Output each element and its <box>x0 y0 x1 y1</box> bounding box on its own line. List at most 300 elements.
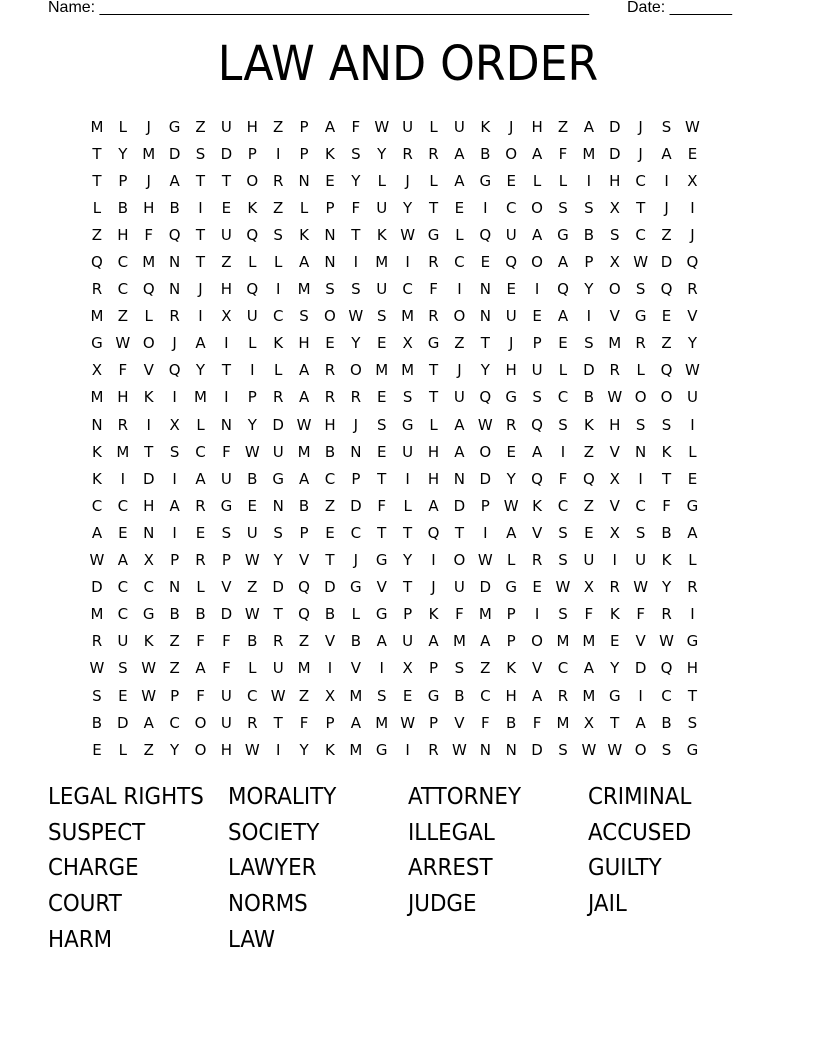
grid-letter[interactable]: M <box>297 659 311 678</box>
grid-letter[interactable]: V <box>376 578 387 597</box>
grid-letter[interactable]: G <box>272 469 284 488</box>
grid-letter[interactable]: A <box>117 551 128 570</box>
grid-letter[interactable]: V <box>350 659 361 678</box>
grid-letter[interactable]: U <box>220 117 232 136</box>
grid-letter[interactable]: Q <box>531 415 543 434</box>
grid-letter[interactable]: A <box>583 117 594 136</box>
grid-letter[interactable]: H <box>609 415 621 434</box>
grid-letter[interactable]: U <box>453 117 465 136</box>
grid-letter[interactable]: P <box>299 117 309 136</box>
grid-letter[interactable]: X <box>169 415 180 434</box>
grid-letter[interactable]: I <box>146 415 151 434</box>
grid-letter[interactable]: D <box>608 117 621 136</box>
grid-letter[interactable]: U <box>505 307 517 326</box>
grid-letter[interactable]: W <box>296 415 312 434</box>
grid-letter[interactable]: G <box>427 225 440 244</box>
grid-letter[interactable]: E <box>195 523 206 542</box>
grid-letter[interactable]: L <box>274 253 283 272</box>
grid-letter[interactable]: E <box>584 523 594 542</box>
grid-letter[interactable]: E <box>687 469 698 488</box>
grid-letter[interactable]: P <box>532 334 542 353</box>
grid-letter[interactable]: D <box>91 578 103 597</box>
grid-letter[interactable]: T <box>195 171 206 190</box>
grid-letter[interactable]: K <box>325 740 335 759</box>
grid-letter[interactable]: T <box>661 469 672 488</box>
grid-letter[interactable]: K <box>92 442 102 461</box>
grid-letter[interactable]: V <box>609 496 620 515</box>
grid-letter[interactable]: J <box>638 144 643 163</box>
grid-letter[interactable]: V <box>298 551 310 570</box>
grid-letter[interactable]: Q <box>660 659 673 678</box>
grid-letter[interactable]: Q <box>479 388 492 407</box>
grid-letter[interactable]: Z <box>195 117 206 136</box>
grid-letter[interactable]: J <box>638 117 643 136</box>
grid-letter[interactable]: Y <box>403 551 413 570</box>
grid-letter[interactable]: Y <box>661 578 672 597</box>
grid-letter[interactable]: Z <box>169 659 180 678</box>
grid-letter[interactable]: Z <box>221 253 232 272</box>
grid-letter[interactable]: S <box>92 686 102 705</box>
grid-letter[interactable]: C <box>117 253 129 272</box>
grid-letter[interactable]: H <box>220 280 233 299</box>
grid-letter[interactable]: B <box>661 523 672 542</box>
grid-letter[interactable]: F <box>558 469 568 488</box>
grid-letter[interactable]: I <box>198 307 203 326</box>
grid-letter[interactable]: A <box>557 307 569 326</box>
date-field[interactable]: Date: _______ <box>627 0 732 16</box>
grid-letter[interactable]: D <box>608 144 621 163</box>
grid-letter[interactable]: S <box>273 225 283 244</box>
grid-letter[interactable]: R <box>272 388 284 407</box>
grid-letter[interactable]: N <box>220 415 233 434</box>
grid-letter[interactable]: W <box>141 659 157 678</box>
grid-letter[interactable]: W <box>141 686 157 705</box>
grid-letter[interactable]: O <box>634 740 647 759</box>
grid-letter[interactable]: L <box>377 171 386 190</box>
grid-letter[interactable]: Y <box>687 334 698 353</box>
grid-letter[interactable]: J <box>457 361 462 380</box>
grid-letter[interactable]: P <box>584 253 594 272</box>
grid-letter[interactable]: E <box>506 171 516 190</box>
grid-letter[interactable]: S <box>221 523 232 542</box>
grid-letter[interactable]: U <box>220 469 232 488</box>
grid-letter[interactable]: P <box>325 198 335 217</box>
grid-letter[interactable]: G <box>427 686 440 705</box>
grid-letter[interactable]: V <box>609 307 620 326</box>
grid-letter[interactable]: M <box>582 144 596 163</box>
grid-letter[interactable]: G <box>427 334 440 353</box>
grid-letter[interactable]: M <box>401 361 415 380</box>
grid-letter[interactable]: U <box>531 361 543 380</box>
grid-letter[interactable]: J <box>146 117 151 136</box>
grid-letter[interactable]: T <box>325 551 335 570</box>
grid-letter[interactable]: H <box>505 686 517 705</box>
grid-letter[interactable]: F <box>455 605 464 624</box>
grid-letter[interactable]: Z <box>557 117 569 136</box>
grid-letter[interactable]: D <box>272 578 284 597</box>
grid-letter[interactable]: O <box>453 551 466 570</box>
grid-letter[interactable]: Q <box>660 361 673 380</box>
grid-letter[interactable]: C <box>557 659 569 678</box>
grid-letter[interactable]: Z <box>480 659 491 678</box>
grid-letter[interactable]: B <box>324 605 336 624</box>
grid-letter[interactable]: O <box>660 388 673 407</box>
grid-letter[interactable]: S <box>558 523 568 542</box>
grid-letter[interactable]: W <box>89 551 105 570</box>
grid-letter[interactable]: Z <box>273 117 284 136</box>
grid-letter[interactable]: E <box>480 253 491 272</box>
grid-letter[interactable]: G <box>375 605 388 624</box>
grid-letter[interactable]: W <box>581 740 597 759</box>
grid-letter[interactable]: Z <box>583 496 594 515</box>
grid-letter[interactable]: U <box>635 551 647 570</box>
grid-letter[interactable]: A <box>195 334 206 353</box>
grid-letter[interactable]: O <box>608 280 621 299</box>
grid-letter[interactable]: Q <box>686 253 699 272</box>
grid-letter[interactable]: I <box>198 198 203 217</box>
grid-letter[interactable]: U <box>220 225 232 244</box>
grid-letter[interactable]: R <box>635 334 646 353</box>
grid-letter[interactable]: G <box>168 117 181 136</box>
grid-letter[interactable]: K <box>661 442 672 461</box>
grid-letter[interactable]: Y <box>584 280 594 299</box>
grid-letter[interactable]: T <box>428 361 439 380</box>
grid-letter[interactable]: I <box>638 469 643 488</box>
grid-letter[interactable]: W <box>659 632 674 651</box>
grid-letter[interactable]: Z <box>247 578 258 597</box>
grid-letter[interactable]: T <box>195 253 206 272</box>
grid-letter[interactable]: Q <box>91 253 103 272</box>
grid-letter[interactable]: Y <box>506 469 516 488</box>
grid-letter[interactable]: S <box>376 415 387 434</box>
grid-letter[interactable]: L <box>507 551 516 570</box>
grid-letter[interactable]: W <box>633 253 649 272</box>
grid-letter[interactable]: O <box>505 144 518 163</box>
grid-letter[interactable]: W <box>270 686 286 705</box>
grid-letter[interactable]: T <box>195 225 206 244</box>
grid-letter[interactable]: S <box>661 740 672 759</box>
grid-letter[interactable]: X <box>609 253 620 272</box>
grid-letter[interactable]: U <box>117 632 129 651</box>
grid-letter[interactable]: M <box>582 686 596 705</box>
grid-letter[interactable]: Y <box>377 144 387 163</box>
grid-letter[interactable]: S <box>584 198 594 217</box>
grid-letter[interactable]: V <box>143 361 154 380</box>
grid-letter[interactable]: T <box>428 388 439 407</box>
grid-letter[interactable]: A <box>454 144 465 163</box>
grid-letter[interactable]: R <box>428 144 439 163</box>
grid-letter[interactable]: V <box>221 578 232 597</box>
grid-letter[interactable]: V <box>687 307 698 326</box>
grid-letter[interactable]: E <box>325 523 335 542</box>
grid-letter[interactable]: S <box>558 551 568 570</box>
grid-letter[interactable]: L <box>196 578 205 597</box>
grid-letter[interactable]: K <box>661 551 672 570</box>
grid-letter[interactable]: W <box>477 415 493 434</box>
grid-letter[interactable]: X <box>609 523 620 542</box>
grid-letter[interactable]: B <box>324 442 336 461</box>
grid-letter[interactable]: T <box>273 605 283 624</box>
grid-letter[interactable]: U <box>505 225 517 244</box>
grid-letter[interactable]: Z <box>91 225 103 244</box>
grid-letter[interactable]: B <box>169 198 180 217</box>
grid-letter[interactable]: I <box>120 469 126 488</box>
grid-letter[interactable]: Q <box>168 225 181 244</box>
grid-letter[interactable]: Q <box>298 578 310 597</box>
grid-letter[interactable]: I <box>690 605 695 624</box>
grid-letter[interactable]: T <box>454 523 464 542</box>
grid-letter[interactable]: V <box>609 442 620 461</box>
grid-letter[interactable]: T <box>351 225 361 244</box>
grid-letter[interactable]: I <box>664 171 669 190</box>
grid-letter[interactable]: I <box>638 686 643 705</box>
grid-letter[interactable]: R <box>169 307 180 326</box>
grid-letter[interactable]: A <box>480 632 491 651</box>
grid-letter[interactable]: C <box>635 171 646 190</box>
grid-letter[interactable]: E <box>92 740 102 759</box>
grid-letter[interactable]: P <box>247 388 257 407</box>
grid-letter[interactable]: X <box>91 361 103 380</box>
grid-letter[interactable]: W <box>89 659 105 678</box>
grid-letter[interactable]: J <box>172 334 177 353</box>
grid-letter[interactable]: I <box>353 253 359 272</box>
grid-letter[interactable]: I <box>250 361 255 380</box>
grid-letter[interactable]: B <box>247 632 258 651</box>
grid-letter[interactable]: H <box>143 198 155 217</box>
grid-letter[interactable]: Q <box>298 605 310 624</box>
grid-letter[interactable]: S <box>635 280 646 299</box>
grid-letter[interactable]: H <box>220 740 233 759</box>
grid-letter[interactable]: E <box>687 144 698 163</box>
grid-letter[interactable]: N <box>635 442 647 461</box>
grid-letter[interactable]: I <box>275 740 281 759</box>
grid-letter[interactable]: M <box>556 713 570 732</box>
grid-letter[interactable]: P <box>351 469 361 488</box>
grid-letter[interactable]: S <box>454 659 465 678</box>
grid-letter[interactable]: Q <box>479 225 492 244</box>
grid-letter[interactable]: G <box>686 632 699 651</box>
grid-letter[interactable]: I <box>431 551 436 570</box>
grid-letter[interactable]: D <box>479 578 492 597</box>
grid-letter[interactable]: I <box>172 523 177 542</box>
grid-letter[interactable]: M <box>90 605 104 624</box>
grid-letter[interactable]: K <box>143 632 154 651</box>
grid-letter[interactable]: P <box>506 632 516 651</box>
grid-letter[interactable]: L <box>248 253 257 272</box>
grid-letter[interactable]: S <box>584 334 594 353</box>
grid-letter[interactable]: I <box>405 740 410 759</box>
grid-letter[interactable]: U <box>272 442 284 461</box>
grid-letter[interactable]: O <box>531 253 543 272</box>
grid-letter[interactable]: U <box>583 551 595 570</box>
grid-letter[interactable]: E <box>118 523 128 542</box>
grid-letter[interactable]: S <box>558 605 568 624</box>
grid-letter[interactable]: W <box>244 551 260 570</box>
grid-letter[interactable]: J <box>146 171 151 190</box>
grid-letter[interactable]: S <box>661 415 672 434</box>
grid-letter[interactable]: B <box>91 713 103 732</box>
grid-letter[interactable]: A <box>298 388 310 407</box>
grid-letter[interactable]: O <box>142 334 155 353</box>
grid-letter[interactable]: X <box>402 659 413 678</box>
grid-letter[interactable]: U <box>453 388 465 407</box>
grid-letter[interactable]: A <box>531 442 543 461</box>
grid-letter[interactable]: I <box>534 605 540 624</box>
grid-letter[interactable]: P <box>221 551 231 570</box>
grid-letter[interactable]: L <box>274 361 283 380</box>
grid-letter[interactable]: O <box>479 442 492 461</box>
grid-letter[interactable]: E <box>221 198 232 217</box>
grid-letter[interactable]: F <box>222 632 231 651</box>
grid-letter[interactable]: T <box>273 713 283 732</box>
grid-letter[interactable]: H <box>427 442 440 461</box>
grid-letter[interactable]: S <box>299 307 309 326</box>
grid-letter[interactable]: R <box>350 388 362 407</box>
grid-letter[interactable]: C <box>117 578 129 597</box>
grid-letter[interactable]: H <box>609 171 621 190</box>
grid-letter[interactable]: I <box>690 198 695 217</box>
grid-letter[interactable]: V <box>531 659 543 678</box>
grid-letter[interactable]: N <box>324 225 336 244</box>
grid-letter[interactable]: U <box>402 632 414 651</box>
grid-letter[interactable]: C <box>195 442 206 461</box>
grid-letter[interactable]: Z <box>169 632 180 651</box>
grid-letter[interactable]: Y <box>480 361 490 380</box>
grid-letter[interactable]: K <box>376 225 387 244</box>
grid-letter[interactable]: F <box>558 144 568 163</box>
grid-letter[interactable]: T <box>403 578 413 597</box>
grid-letter[interactable]: D <box>324 578 336 597</box>
grid-letter[interactable]: A <box>169 496 180 515</box>
grid-letter[interactable]: X <box>583 713 594 732</box>
grid-letter[interactable]: S <box>635 415 646 434</box>
grid-letter[interactable]: I <box>275 144 281 163</box>
grid-letter[interactable]: A <box>454 171 465 190</box>
grid-letter[interactable]: S <box>351 144 361 163</box>
grid-letter[interactable]: N <box>479 280 491 299</box>
grid-letter[interactable]: L <box>688 442 697 461</box>
grid-letter[interactable]: L <box>248 659 257 678</box>
grid-letter[interactable]: G <box>350 578 362 597</box>
grid-letter[interactable]: D <box>453 496 466 515</box>
grid-letter[interactable]: R <box>91 280 103 299</box>
grid-letter[interactable]: D <box>142 469 155 488</box>
grid-letter[interactable]: U <box>402 442 414 461</box>
grid-letter[interactable]: C <box>247 686 258 705</box>
grid-letter[interactable]: W <box>477 551 493 570</box>
grid-letter[interactable]: O <box>246 171 259 190</box>
grid-letter[interactable]: G <box>686 740 699 759</box>
grid-letter[interactable]: I <box>586 307 592 326</box>
grid-letter[interactable]: G <box>220 496 233 515</box>
grid-letter[interactable]: V <box>531 523 543 542</box>
grid-letter[interactable]: B <box>661 713 672 732</box>
grid-letter[interactable]: C <box>505 198 517 217</box>
grid-letter[interactable]: M <box>349 686 363 705</box>
grid-letter[interactable]: A <box>169 171 180 190</box>
grid-letter[interactable]: G <box>375 740 388 759</box>
grid-letter[interactable]: S <box>635 523 646 542</box>
grid-letter[interactable]: I <box>327 659 333 678</box>
grid-letter[interactable]: H <box>505 361 517 380</box>
grid-letter[interactable]: A <box>557 253 569 272</box>
grid-letter[interactable]: H <box>686 659 699 678</box>
grid-letter[interactable]: W <box>374 117 390 136</box>
grid-letter[interactable]: F <box>144 225 154 244</box>
grid-letter[interactable]: C <box>635 496 646 515</box>
grid-letter[interactable]: U <box>376 198 388 217</box>
grid-letter[interactable]: R <box>428 253 439 272</box>
grid-letter[interactable]: I <box>483 198 488 217</box>
grid-letter[interactable]: O <box>194 740 207 759</box>
grid-letter[interactable]: M <box>452 632 466 651</box>
grid-letter[interactable]: G <box>634 307 647 326</box>
grid-letter[interactable]: M <box>116 442 130 461</box>
grid-letter[interactable]: U <box>453 578 465 597</box>
grid-letter[interactable]: H <box>531 117 543 136</box>
grid-letter[interactable]: I <box>690 415 695 434</box>
grid-letter[interactable]: Q <box>531 469 543 488</box>
grid-letter[interactable]: H <box>324 415 336 434</box>
grid-letter[interactable]: R <box>428 307 439 326</box>
grid-letter[interactable]: C <box>454 253 465 272</box>
grid-letter[interactable]: W <box>607 388 623 407</box>
grid-letter[interactable]: R <box>531 551 543 570</box>
grid-letter[interactable]: I <box>275 280 281 299</box>
grid-letter[interactable]: M <box>556 632 570 651</box>
grid-letter[interactable]: W <box>685 117 700 136</box>
grid-letter[interactable]: S <box>558 740 568 759</box>
grid-letter[interactable]: K <box>532 496 542 515</box>
grid-letter[interactable]: P <box>299 144 309 163</box>
grid-letter[interactable]: S <box>661 117 672 136</box>
grid-letter[interactable]: F <box>196 686 205 705</box>
grid-letter[interactable]: T <box>92 144 102 163</box>
grid-letter[interactable]: T <box>610 713 620 732</box>
grid-letter[interactable]: A <box>350 713 361 732</box>
grid-letter[interactable]: W <box>685 361 700 380</box>
grid-letter[interactable]: C <box>402 280 413 299</box>
grid-letter[interactable]: F <box>377 496 387 515</box>
grid-letter[interactable]: K <box>92 469 102 488</box>
grid-letter[interactable]: C <box>91 496 103 515</box>
grid-letter[interactable]: P <box>429 659 439 678</box>
grid-letter[interactable]: Y <box>247 415 257 434</box>
grid-letter[interactable]: M <box>375 361 389 380</box>
grid-letter[interactable]: M <box>90 117 104 136</box>
grid-letter[interactable]: D <box>583 361 595 380</box>
grid-letter[interactable]: R <box>324 361 336 380</box>
grid-letter[interactable]: O <box>634 388 647 407</box>
grid-letter[interactable]: S <box>376 307 387 326</box>
grid-letter[interactable]: E <box>506 280 516 299</box>
grid-letter[interactable]: M <box>478 605 492 624</box>
grid-letter[interactable]: O <box>194 713 207 732</box>
grid-letter[interactable]: J <box>405 171 410 190</box>
grid-letter[interactable]: L <box>403 496 412 515</box>
grid-letter[interactable]: E <box>377 442 387 461</box>
grid-letter[interactable]: J <box>664 198 669 217</box>
grid-letter[interactable]: M <box>608 334 622 353</box>
grid-letter[interactable]: S <box>609 225 620 244</box>
grid-letter[interactable]: J <box>508 334 514 353</box>
grid-letter[interactable]: O <box>453 307 466 326</box>
grid-letter[interactable]: E <box>377 388 387 407</box>
grid-letter[interactable]: K <box>247 198 258 217</box>
grid-letter[interactable]: D <box>220 144 233 163</box>
grid-letter[interactable]: X <box>402 334 413 353</box>
grid-letter[interactable]: N <box>169 578 181 597</box>
